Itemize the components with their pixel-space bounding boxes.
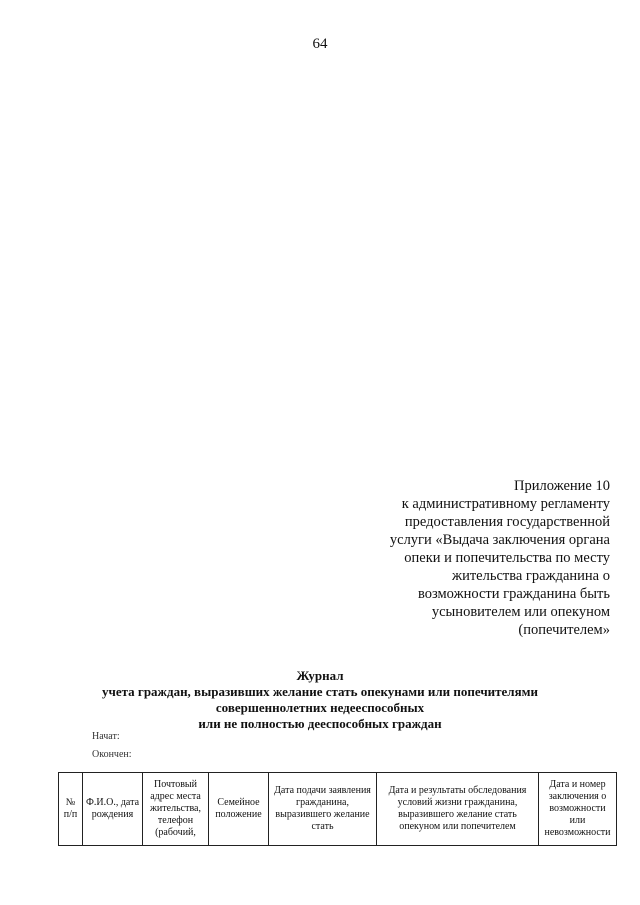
register-table: [58, 772, 617, 846]
started-label: Начат:: [92, 731, 120, 742]
appendix-line: услуги «Выдача заключения органа: [389, 532, 610, 548]
header-cell-application-date: Дата подачи заявления гражданина, выразившего желание стать: [269, 773, 377, 846]
table-header-row: [59, 773, 617, 846]
header-cell-number: № п/п: [59, 773, 83, 846]
journal-title: Журнал: [296, 668, 344, 683]
appendix-line: к административному регламенту: [401, 496, 610, 512]
appendix-line: усыновителем или опекуном: [431, 604, 610, 620]
appendix-line: жительства гражданина о: [452, 568, 610, 584]
appendix-line: (попечителем»: [518, 622, 610, 638]
header-cell-address: Почтовый адрес места жительства, телефон (рабочий,: [143, 773, 209, 846]
journal-subtitle-line: или не полностью дееспособных граждан: [198, 716, 442, 731]
journal-heading: [0, 668, 640, 732]
ended-label: Окончен:: [92, 749, 132, 760]
header-cell-marital-status: Семейное положение: [209, 773, 269, 846]
appendix-line: опеки и попечительства по месту: [404, 550, 610, 566]
journal-subtitle-line: учета граждан, выразивших желание стать опекунами или попечителями: [102, 684, 538, 699]
header-cell-inspection-results: Дата и результаты обследования условий жизни гражданина, выразившего желание стать опекуном или попечителем: [377, 773, 539, 846]
header-cell-name: Ф.И.О., дата рождения: [83, 773, 143, 846]
page-number: 64: [312, 36, 328, 52]
appendix-line: Приложение 10: [514, 478, 610, 494]
appendix-line: возможности гражданина быть: [417, 586, 610, 602]
appendix-block: [310, 477, 610, 639]
header-cell-conclusion: Дата и номер заключения о возможности или невозможности: [539, 773, 617, 846]
journal-subtitle-line: совершеннолетних недееспособных: [215, 700, 425, 715]
appendix-line: предоставления государственной: [404, 514, 610, 530]
